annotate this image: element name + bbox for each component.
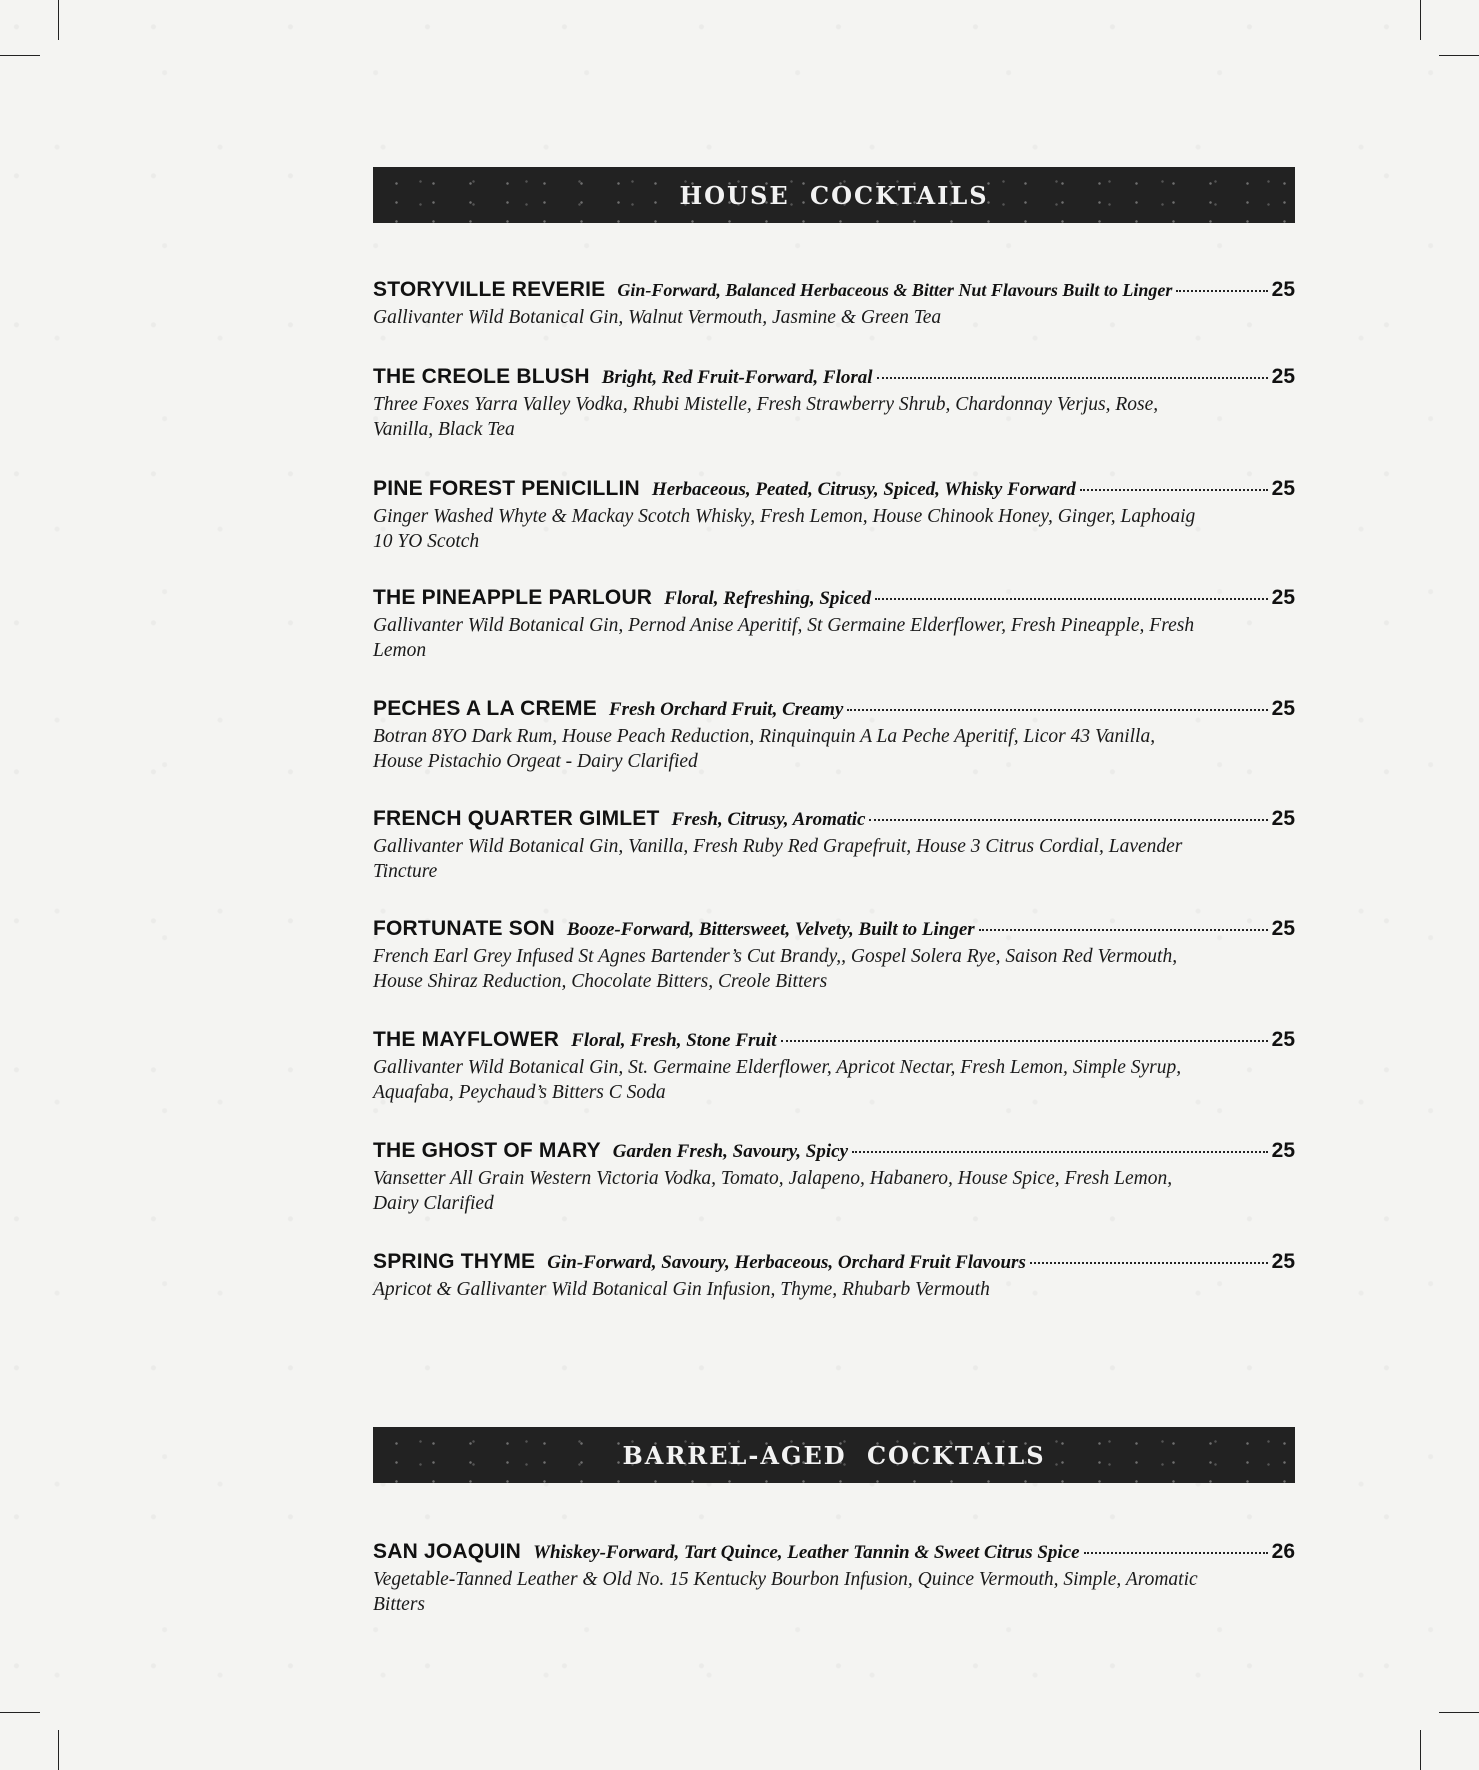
crop-mark xyxy=(1439,55,1479,56)
dot-leader xyxy=(847,709,1267,711)
menu-item xyxy=(373,365,1295,442)
menu-item xyxy=(373,807,1295,884)
item-price: 25 xyxy=(1271,477,1295,500)
item-ingredients: Three Foxes Yarra Valley Vodka, Rhubi Mistelle, Fresh Strawberry Shrub, Chardonnay Verjus, Rose, Vanilla, Black Tea xyxy=(373,394,1159,440)
dot-leader xyxy=(869,819,1267,821)
item-name: PECHES A LA CREME xyxy=(373,697,597,720)
item-price: 25 xyxy=(1271,1250,1295,1273)
section-heading-barrel-aged-cocktails xyxy=(373,1427,1295,1483)
item-ingredients: Gallivanter Wild Botanical Gin, Walnut Vermouth, Jasmine & Green Tea xyxy=(373,307,942,328)
item-price: 25 xyxy=(1271,807,1295,830)
crop-mark xyxy=(1420,0,1421,40)
crop-mark xyxy=(1439,1712,1479,1713)
item-price: 25 xyxy=(1271,1139,1295,1162)
item-price: 25 xyxy=(1271,586,1295,609)
item-ingredients: Gallivanter Wild Botanical Gin, Vanilla, Fresh Ruby Red Grapefruit, House 3 Citrus Cordial, Lavender Tincture xyxy=(373,836,1183,882)
item-name: THE CREOLE BLUSH xyxy=(373,365,590,388)
item-tagline: Fresh Orchard Fruit, Creamy xyxy=(608,699,844,720)
item-price: 25 xyxy=(1271,365,1295,388)
item-name: THE PINEAPPLE PARLOUR xyxy=(373,586,653,609)
menu-item xyxy=(373,1028,1295,1105)
item-ingredients: Vansetter All Grain Western Victoria Vodka, Tomato, Jalapeno, Habanero, House Spice, Fresh Lemon, Dairy Clarified xyxy=(373,1168,1173,1214)
item-price: 25 xyxy=(1271,697,1295,720)
item-tagline: Fresh, Citrusy, Aromatic xyxy=(671,809,866,830)
item-tagline: Bright, Red Fruit-Forward, Floral xyxy=(601,367,873,388)
section-heading-text: BARREL-AGED COCKTAILS xyxy=(622,1440,1046,1470)
item-tagline: Booze-Forward, Bittersweet, Velvety, Built to Linger xyxy=(566,919,975,940)
item-tagline: Herbaceous, Peated, Citrusy, Spiced, Whisky Forward xyxy=(651,479,1076,500)
item-price: 25 xyxy=(1271,1028,1295,1051)
section-heading-house-cocktails xyxy=(373,167,1295,223)
menu-item xyxy=(373,477,1295,554)
item-ingredients: French Earl Grey Infused St Agnes Bartender’s Cut Brandy,, Gospel Solera Rye, Saison Red Vermouth, House Shiraz Reduction, Chocolate Bitters, Creole Bitters xyxy=(373,946,1178,992)
item-name: THE MAYFLOWER xyxy=(373,1028,560,1051)
menu-item xyxy=(373,1540,1295,1617)
item-ingredients: Vegetable-Tanned Leather & Old No. 15 Kentucky Bourbon Infusion, Quince Vermouth, Simple, Aromatic Bitters xyxy=(373,1569,1198,1615)
item-ingredients: Gallivanter Wild Botanical Gin, St. Germaine Elderflower, Apricot Nectar, Fresh Lemon, Simple Syrup, Aquafaba, Peychaud’s Bitters C Soda xyxy=(373,1057,1182,1103)
dot-leader xyxy=(877,377,1268,379)
item-price: 25 xyxy=(1271,917,1295,940)
dot-leader xyxy=(1176,290,1267,292)
item-tagline: Garden Fresh, Savoury, Spicy xyxy=(612,1141,849,1162)
dot-leader xyxy=(1080,489,1268,491)
item-price: 25 xyxy=(1271,278,1295,301)
crop-mark xyxy=(58,1730,59,1770)
dot-leader xyxy=(875,598,1268,600)
menu-item xyxy=(373,1250,1295,1302)
item-name: FRENCH QUARTER GIMLET xyxy=(373,807,660,830)
item-name: SPRING THYME xyxy=(373,1250,536,1273)
item-price: 26 xyxy=(1271,1540,1295,1563)
item-name: FORTUNATE SON xyxy=(373,917,555,940)
menu-item xyxy=(373,1139,1295,1216)
item-tagline: Floral, Fresh, Stone Fruit xyxy=(571,1030,777,1051)
item-ingredients: Apricot & Gallivanter Wild Botanical Gin Infusion, Thyme, Rhubarb Vermouth xyxy=(373,1279,990,1300)
dot-leader xyxy=(852,1151,1268,1153)
item-tagline: Whiskey-Forward, Tart Quince, Leather Tannin & Sweet Citrus Spice xyxy=(533,1542,1080,1563)
dot-leader xyxy=(1084,1552,1268,1554)
item-name: PINE FOREST PENICILLIN xyxy=(373,477,640,500)
dot-leader xyxy=(1030,1262,1268,1264)
menu-item xyxy=(373,278,1295,330)
crop-mark xyxy=(0,1712,40,1713)
dot-leader xyxy=(979,929,1268,931)
item-tagline: Gin-Forward, Balanced Herbaceous & Bitter Nut Flavours Built to Linger xyxy=(617,280,1173,300)
item-name: SAN JOAQUIN xyxy=(373,1540,522,1563)
menu-item xyxy=(373,917,1295,994)
item-ingredients: Ginger Washed Whyte & Mackay Scotch Whisky, Fresh Lemon, House Chinook Honey, Ginger, Laphoaig 10 YO Scotch xyxy=(373,506,1196,552)
section-heading-text: HOUSE COCKTAILS xyxy=(679,180,989,210)
menu-item xyxy=(373,586,1295,663)
dot-leader xyxy=(781,1040,1268,1042)
crop-mark xyxy=(0,55,40,56)
crop-mark xyxy=(1420,1730,1421,1770)
item-name: THE GHOST OF MARY xyxy=(373,1139,601,1162)
item-tagline: Floral, Refreshing, Spiced xyxy=(664,588,872,609)
crop-mark xyxy=(58,0,59,40)
item-tagline: Gin-Forward, Savoury, Herbaceous, Orchard Fruit Flavours xyxy=(547,1252,1026,1273)
item-ingredients: Gallivanter Wild Botanical Gin, Pernod Anise Aperitif, St Germaine Elderflower, Fresh Pineapple, Fresh Lemon xyxy=(373,615,1195,661)
item-name: STORYVILLE REVERIE xyxy=(373,278,606,301)
menu-item xyxy=(373,697,1295,774)
item-ingredients: Botran 8YO Dark Rum, House Peach Reduction, Rinquinquin A La Peche Aperitif, Licor 43 Vanilla, House Pistachio Orgeat - Dairy Clarified xyxy=(373,726,1156,772)
